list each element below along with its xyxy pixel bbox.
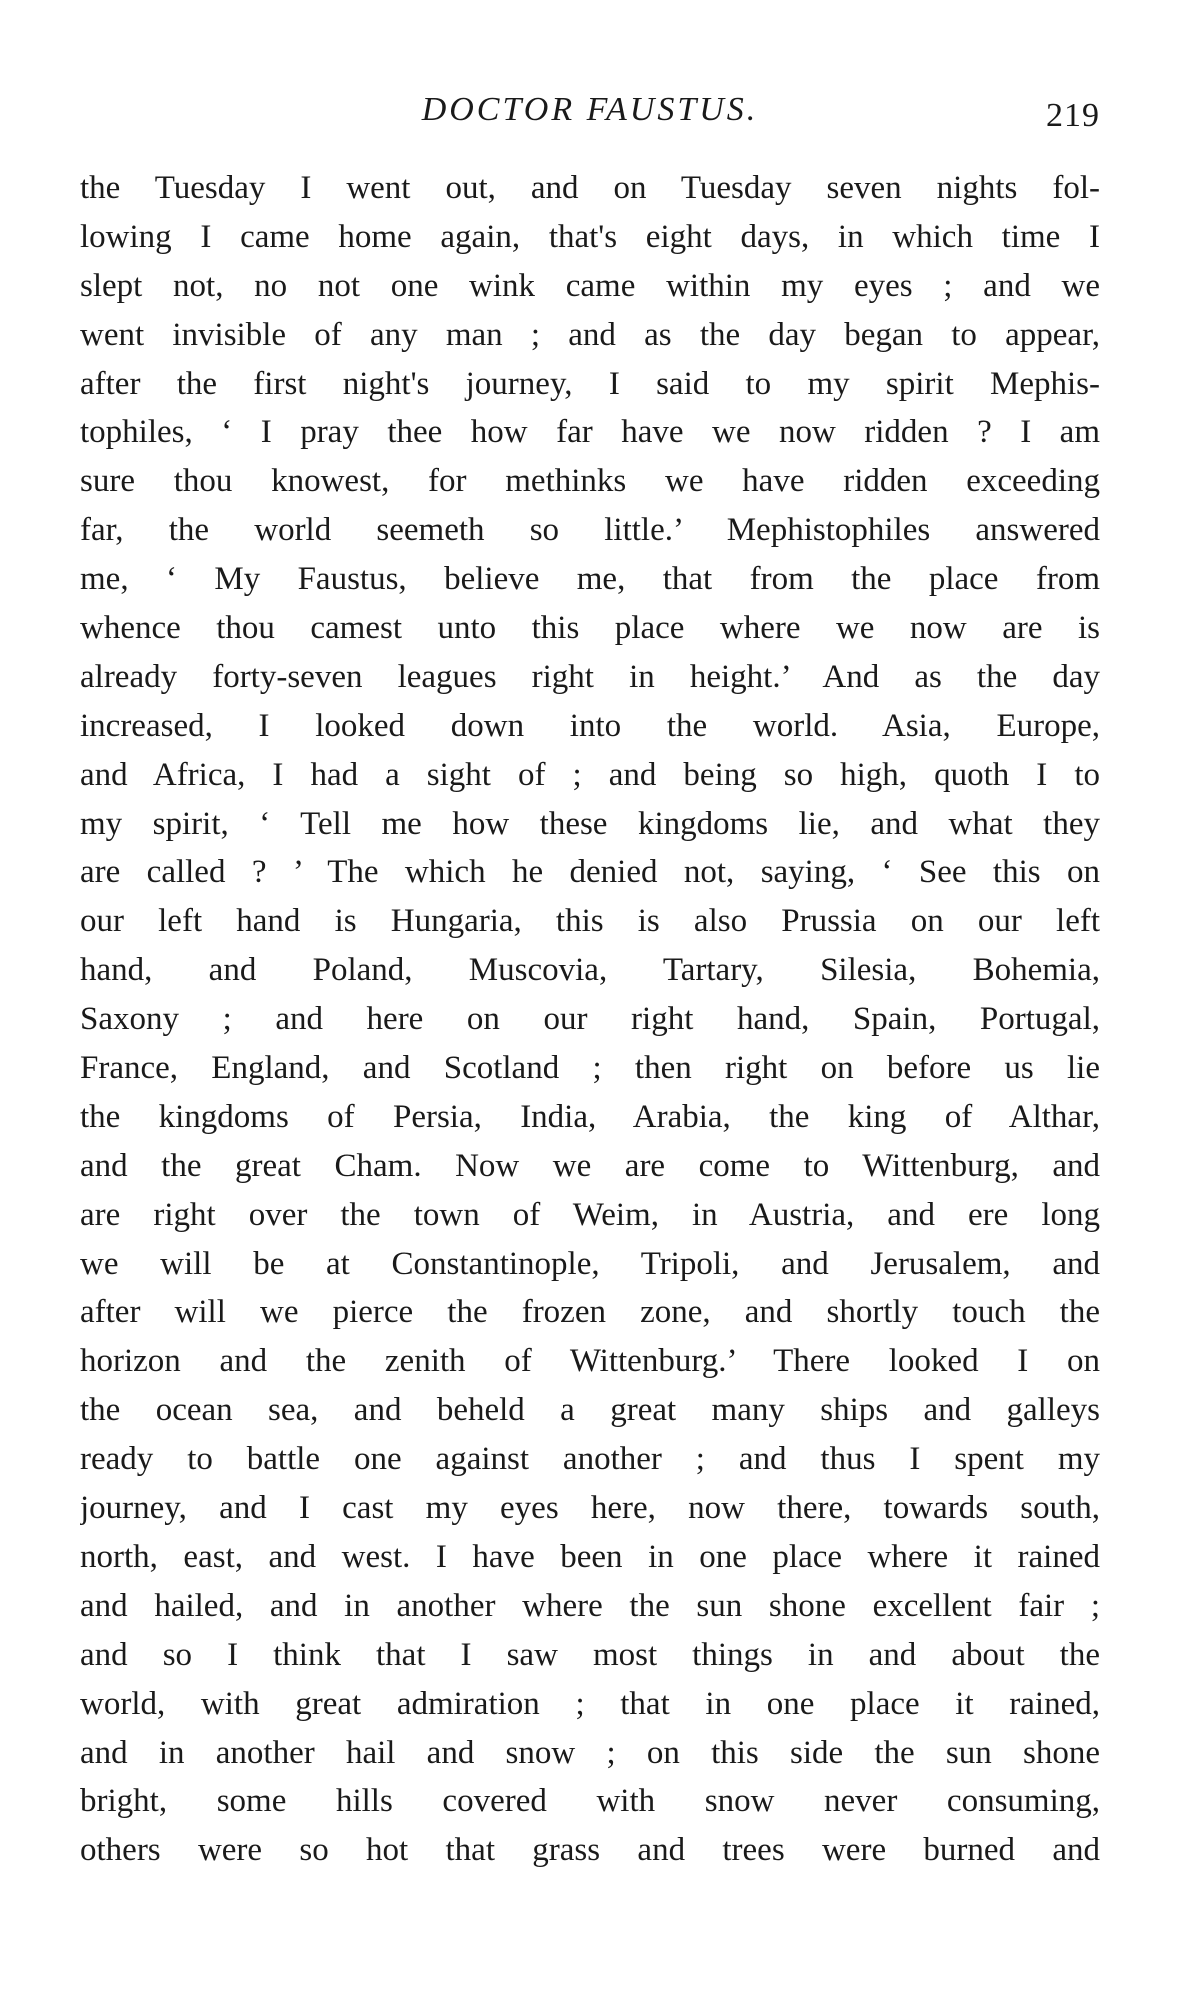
text-line: are right over the town of Weim, in Austria, and ere long [80,1196,1100,1233]
text-line: tophiles, ‘ I pray thee how far have we now ridden ? I am [80,414,1100,451]
text-line: journey, and I cast my eyes here, now there, towards south, [80,1490,1100,1527]
text-line: and so I think that I saw most things in and about the [80,1636,1100,1673]
page-number: 219 [1046,97,1100,134]
text-line: increased, I looked down into the world. Asia, Europe, [80,707,1100,744]
text-line: already forty-seven leagues right in height.’ And as the day [80,658,1100,695]
text-line: horizon and the zenith of Wittenburg.’ There looked I on [80,1343,1100,1380]
text-line: and the great Cham. Now we are come to Wittenburg, and [80,1147,1100,1184]
text-line: lowing I came home again, that's eight days, in which time I [80,218,1100,255]
text-line: world, with great admiration ; that in one place it rained, [80,1685,1100,1722]
text-line: bright, some hills covered with snow never consuming, [80,1783,1100,1820]
text-line: our left hand is Hungaria, this is also Prussia on our left [80,903,1100,940]
text-line: after the first night's journey, I said to my spirit Mephis- [80,365,1100,402]
text-line: whence thou camest unto this place where we now are is [80,610,1100,647]
text-line: and in another hail and snow ; on this side the sun shone [80,1734,1100,1771]
text-line: hand, and Poland, Muscovia, Tartary, Silesia, Bohemia, [80,952,1100,989]
running-title: DOCTOR FAUSTUS. [421,91,759,128]
text-line: we will be at Constantinople, Tripoli, and Jerusalem, and [80,1245,1100,1282]
text-line: me, ‘ My Faustus, believe me, that from the place from [80,561,1100,598]
text-line: my spirit, ‘ Tell me how these kingdoms lie, and what they [80,805,1100,842]
text-line: France, England, and Scotland ; then right on before us lie [80,1050,1100,1087]
body-text [80,164,1100,1875]
text-line: and Africa, I had a sight of ; and being so high, quoth I to [80,756,1100,793]
text-line: and hailed, and in another where the sun shone excellent fair ; [80,1587,1100,1624]
text-line: Saxony ; and here on our right hand, Spain, Portugal, [80,1001,1100,1038]
text-line: went invisible of any man ; and as the day began to appear, [80,316,1100,353]
text-line: the ocean sea, and beheld a great many ships and galleys [80,1392,1100,1429]
running-head [80,88,1100,148]
text-line: are called ? ’ The which he denied not, saying, ‘ See this on [80,854,1100,891]
text-line: the Tuesday I went out, and on Tuesday seven nights fol- [80,170,1100,206]
text-line: north, east, and west. I have been in one place where it rained [80,1538,1100,1575]
text-line: after will we pierce the frozen zone, and shortly touch the [80,1294,1100,1331]
text-line: the kingdoms of Persia, India, Arabia, the king of Althar, [80,1098,1100,1135]
text-line: ready to battle one against another ; and thus I spent my [80,1441,1100,1478]
text-line: sure thou knowest, for methinks we have ridden exceeding [80,463,1100,500]
text-line: slept not, no not one wink came within my eyes ; and we [80,267,1100,304]
text-line: far, the world seemeth so little.’ Mephistophiles answered [80,512,1100,549]
text-line: others were so hot that grass and trees were burned and [80,1832,1100,1869]
